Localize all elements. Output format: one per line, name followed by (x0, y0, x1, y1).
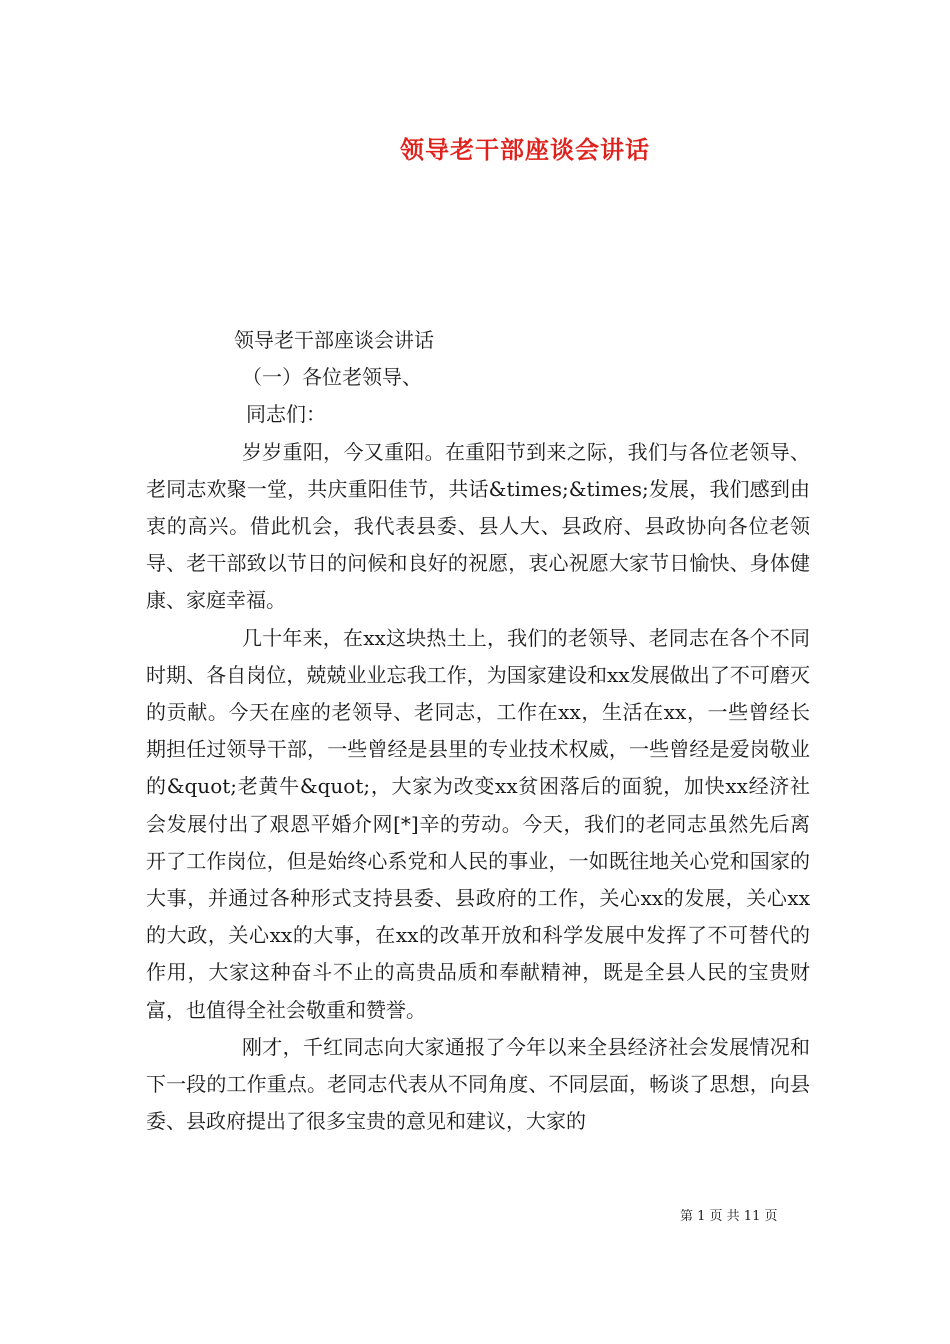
paragraph-1: 岁岁重阳，今又重阳。在重阳节到来之际，我们与各位老领导、老同志欢聚一堂，共庆重阳佳节，共话&times;&times;发展，我们感到由衷的高兴。借此机会，我代表县委、县人大、县政府、县政协向各位老领导、老干部致以节日的问候和良好的祝愿，衷心祝愿大家节日愉快、身体健康、家庭幸福。 (146, 439, 810, 613)
salutation: 同志们： (246, 402, 326, 427)
body-heading: 领导老干部座谈会讲话 (234, 328, 434, 352)
paragraph-2: 几十年来，在xx这块热土上，我们的老领导、老同志在各个不同时期、各自岗位，兢兢业业忘我工作，为国家建设和xx发展做出了不可磨灭的贡献。今天在座的老领导、老同志，工作在xx，生活在xx，一些曾经长期担任过领导干部，一些曾经是县里的专业技术权威，一些曾经是爱岗敬业的&quot;老黄牛&quot;，大家为改变xx贫困落后的面貌，加快xx经济社会发展付出了艰恩平婚介网[*]辛的劳动。今天，我们的老同志虽然先后离开了工作岗位，但是始终心系党和人民的事业，一如既往地关心党和国家的大事，并通过各种形式支持县委、县政府的工作，关心xx的发展，关心xx的大政，关心xx的大事，在xx的改革开放和科学发展中发挥了不可替代的作用，大家这种奋斗不止的高贵品质和奉献精神，既是全县人民的宝贵财富，也值得全社会敬重和赞誉。 (146, 625, 810, 1022)
document-body (146, 322, 810, 1140)
paragraph-3: 刚才，千红同志向大家通报了今年以来全县经济社会发展情况和下一段的工作重点。老同志代表从不同角度、不同层面，畅谈了思想，向县委、县政府提出了很多宝贵的意见和建议，大家的 (146, 1034, 810, 1134)
page-footer: 第 1 页 共 11 页 (680, 1209, 778, 1224)
section-marker: （一）各位老领导、 (242, 365, 422, 390)
page-title: 领导老干部座谈会讲话 (400, 135, 650, 164)
